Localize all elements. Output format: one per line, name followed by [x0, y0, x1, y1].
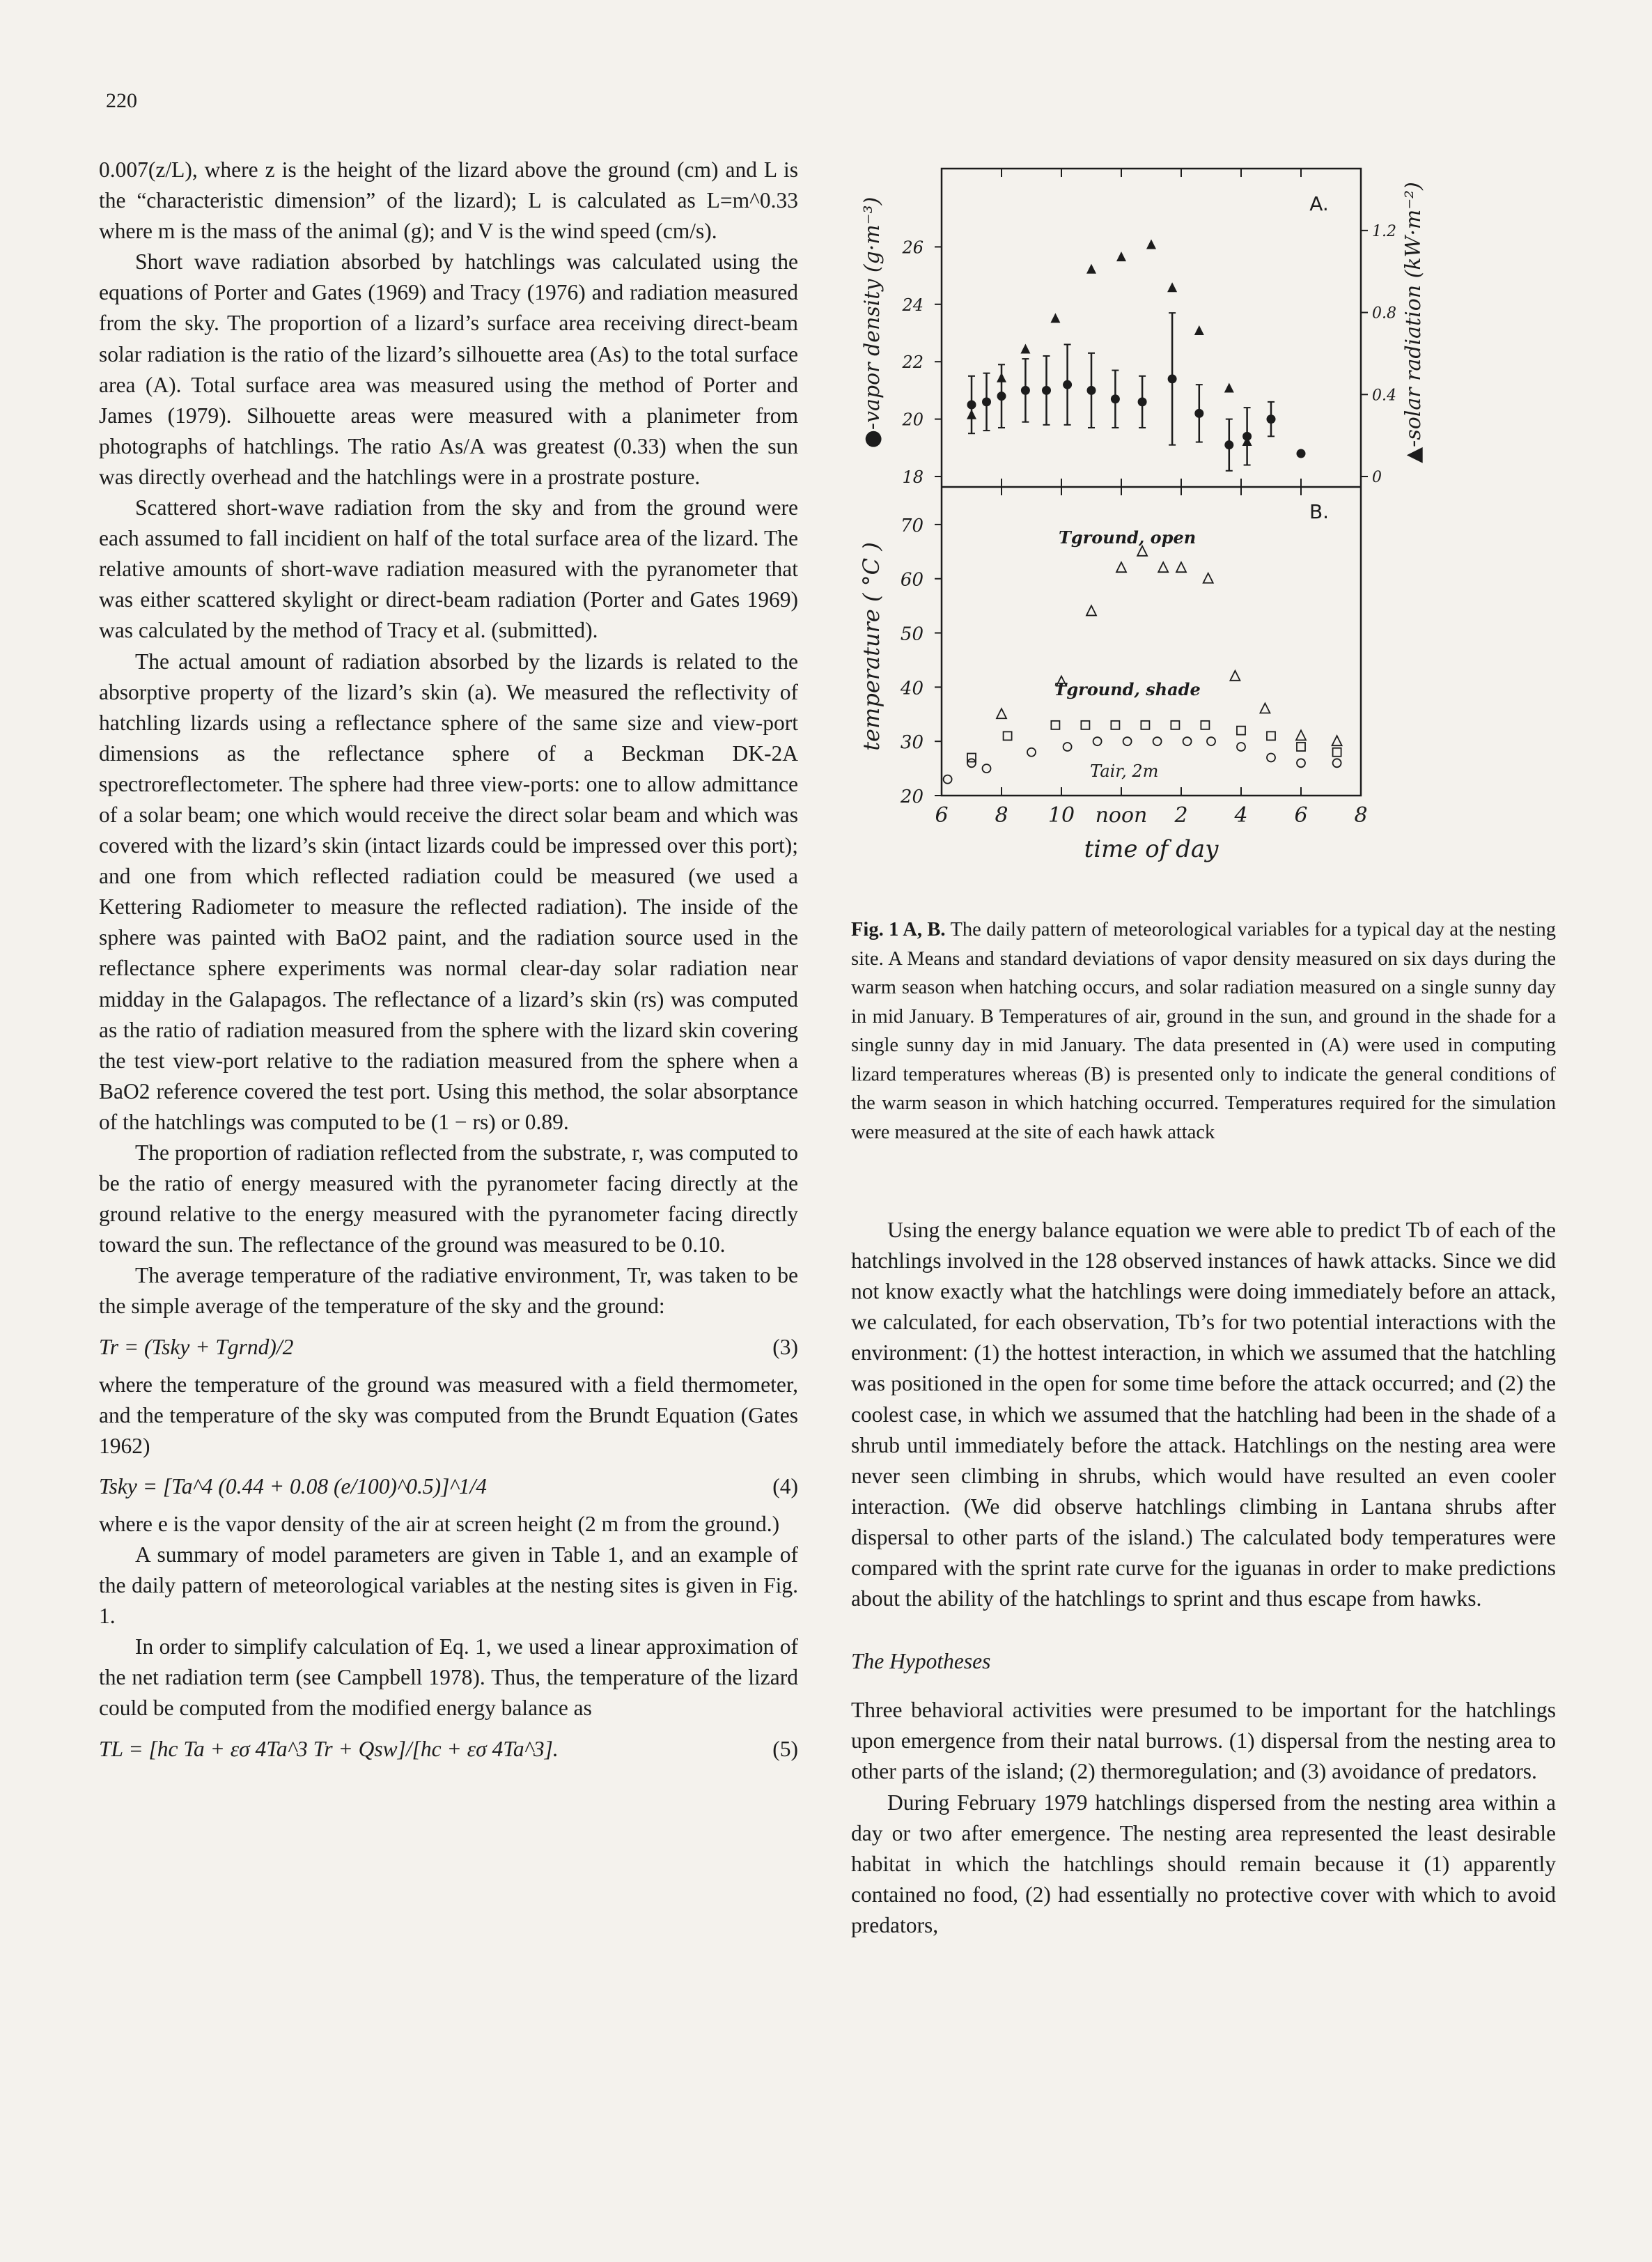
- air-temperature-point: [1183, 737, 1192, 745]
- x-tick-label: 4: [1234, 803, 1248, 828]
- y-left-tick-label: 22: [902, 353, 924, 373]
- paragraph-9: A summary of model parameters are given in Table 1, and an example of the daily pattern of meteorological variables at the nesting sites is given in Fig. 1.: [99, 1542, 798, 1629]
- ground-shade-point: [1111, 721, 1119, 729]
- solar-radiation-point: [1020, 344, 1030, 354]
- ground-open-point: [1116, 562, 1126, 572]
- annotation-ground-open: Tground, open: [1058, 527, 1197, 548]
- air-temperature-point: [1153, 737, 1162, 745]
- equation-3-number: (3): [772, 1334, 798, 1359]
- y-right-tick-label: 0.4: [1372, 387, 1396, 405]
- air-temperature-point: [1267, 754, 1275, 762]
- vapor-density-point: [1042, 386, 1051, 395]
- panel-a: [860, 182, 1426, 487]
- air-temperature-point: [1123, 737, 1132, 745]
- equation-4-text: Tsky = [Ta^4 (0.44 + 0.08 (e/100)^0.5)]^1/4: [99, 1473, 487, 1498]
- paragraph-8: where e is the vapor density of the air at screen height (2 m from the ground.): [99, 1511, 780, 1536]
- figure-caption-label: Fig. 1 A, B.: [851, 919, 946, 940]
- equation-4-number: (4): [772, 1473, 798, 1498]
- ground-open-point: [1296, 730, 1306, 740]
- y-left-tick-label: 24: [902, 295, 924, 315]
- vapor-density-point: [1224, 440, 1233, 449]
- annotation-air: Tair, 2m: [1090, 761, 1159, 781]
- solar-radiation-point: [967, 410, 976, 419]
- ground-open-point: [1230, 671, 1240, 681]
- x-tick-label: 8: [995, 803, 1008, 828]
- left-column: [99, 155, 798, 1772]
- figure-1-chart: [851, 155, 1556, 907]
- solar-radiation-point: [1167, 282, 1177, 292]
- air-temperature-point: [1063, 743, 1072, 751]
- vapor-density-point: [982, 397, 991, 406]
- y-tick-label: 50: [900, 623, 924, 645]
- paragraph-right-2: Three behavioral activities were presumed to be important for the hatchlings upon emergence from their natal burrows. (1) dispersal from the nesting area to other parts of the island; (2) thermoregulation; and (3) avoidance of predators.: [851, 1698, 1556, 1784]
- y-right-tick-label: 0.8: [1372, 304, 1396, 323]
- ground-open-point: [1203, 573, 1213, 583]
- paragraph-7: where the temperature of the ground was measured with a field thermometer, and the temperature of the sky was computed from the Brundt Equation (Gates 1962): [99, 1372, 798, 1458]
- ground-shade-point: [1333, 748, 1341, 757]
- vapor-density-point: [1297, 449, 1306, 458]
- figure-1: [851, 155, 1556, 907]
- ground-shade-point: [1141, 721, 1149, 729]
- solar-radiation-point: [1116, 251, 1126, 261]
- panel-b-label: B.: [1309, 500, 1330, 523]
- equation-4: [99, 1471, 798, 1502]
- ground-shade-point: [1051, 721, 1059, 729]
- x-tick-label: 10: [1047, 803, 1075, 828]
- y-tick-label: 40: [900, 678, 924, 699]
- solar-radiation-point: [1050, 313, 1060, 323]
- vapor-density-point: [1111, 394, 1120, 403]
- y-tick-label: 70: [900, 515, 924, 536]
- paragraph-10: In order to simplify calculation of Eq. 1, we used a linear approximation of the net radiation term (see Campbell 1978). Thus, the temperature of the lizard could be computed from the modified energy balance as: [99, 1634, 798, 1721]
- panel-a-label: A.: [1309, 192, 1329, 215]
- ground-shade-point: [1004, 731, 1012, 740]
- x-tick-label: noon: [1095, 803, 1148, 828]
- ground-open-point: [1332, 736, 1342, 745]
- paragraph-6: The average temperature of the radiative environment, Tr, was taken to be the simple average of the temperature of the sky and the ground:: [99, 1263, 798, 1319]
- y-tick-label: 60: [900, 569, 924, 591]
- annotation-ground-shade: Tground, shade: [1054, 679, 1201, 700]
- y-right-axis-title: ▲-solar radiation (kW·m⁻²): [1401, 182, 1426, 463]
- ground-shade-point: [1171, 721, 1179, 729]
- y-tick-label: 20: [900, 787, 924, 807]
- equation-3: [99, 1332, 798, 1363]
- plot-frame: [942, 169, 1361, 796]
- air-temperature-point: [1237, 743, 1245, 751]
- air-temperature-point: [967, 759, 976, 767]
- equation-3-text: Tr = (Tsky + Tgrnd)/2: [99, 1334, 294, 1359]
- y-right-tick-label: 0: [1372, 469, 1382, 486]
- figure-caption-text: The daily pattern of meteorological variables for a typical day at the nesting site. A Means and standard deviations of vapor density measured on six days during the warm season when hatching occurs, and solar radiation measured on a single sunny day in mid January. B Temperatures of air, ground in the sun, and ground in the shade for a single sunny day in mid January. The data presented in (A) were used in computing lizard temperatures whereas (B) is presented only to indicate the general conditions of the warm season in which hatching occurred. Temperatures required for the simulation were measured at the site of each hawk attack: [851, 919, 1556, 1143]
- y-left-axis-title: ●-vapor density (g·m⁻³): [860, 196, 885, 449]
- y-axis-title: temperature ( °C ): [858, 542, 885, 751]
- y-tick-label: 30: [900, 732, 924, 754]
- page-number: 220: [106, 89, 137, 112]
- right-column: [851, 155, 1556, 1941]
- solar-radiation-point: [1224, 382, 1234, 392]
- paragraph-4: The actual amount of radiation absorbed by the lizards is related to the absorptive property of the lizard’s skin (a). We measured the reflectivity of hatchling lizards using a reflectance sphere of the same size and view-port dimensions as the reflectance sphere of a Beckman DK-2A spectroreflectometer. The sphere had three view-ports: one to allow admittance of a solar beam; one which would receive the direct solar beam and which was covered with the lizard’s skin (intact lizards could be impressed over this port); and one from which reflected radiation could be measured (we used a Kettering Radiometer to measure the reflected radiation). The inside of the sphere was painted with BaO2 paint, and the radiation source used in the reflectance sphere experiments was normal clear-day solar radiation near midday in the Galapagos. The reflectance of a lizard’s skin (rs) was computed as the ratio of radiation measured from the sphere with the lizard skin covering the test view-port relative to the radiation measured from the sphere when a BaO2 reference covered the test port. Using this method, the solar absorptance of the hatchlings was computed to be (1 − rs) or 0.89.: [99, 649, 798, 1134]
- figure-caption: [851, 915, 1556, 1147]
- paragraph-right-3: During February 1979 hatchlings dispersed from the nesting area within a day or two after emergence. The nesting area represented the least desirable habitat in which the hatchlings should remain because it (1) apparently contained no food, (2) had essentially no protective cover with which to avoid predators,: [851, 1790, 1556, 1937]
- equation-5-text: TL = [hc Ta + εσ 4Ta^3 Tr + Qsw]/[hc + εσ 4Ta^3].: [99, 1736, 559, 1761]
- solar-radiation-point: [1086, 264, 1096, 274]
- paragraph-right-1: Using the energy balance equation we were able to predict Tb of each of the hatchlings involved in the 128 observed instances of hawk attacks. Since we did not know exactly what the hatchlings were doing immediately before an attack, we calculated, for each observation, Tb’s for two potential interactions with the environment: (1) the hottest interaction, in which we assumed that the hatchling was positioned in the open for some time before the attack occurred; and (2) the coolest case, in which we assumed that the hatchling had been in the shade of a shrub until immediately before the attack. Hatchlings on the nesting area were never seen climbing in shrubs, which would have resulted an even cooler interaction. (We did observe hatchlings climbing in Lantana shrubs after dispersal to other parts of the island.) The calculated body temperatures were compared with the sprint rate curve for the iguanas in order to make predictions about the ability of the hatchlings to sprint and thus escape from hawks.: [851, 1218, 1556, 1611]
- ground-open-point: [997, 708, 1006, 718]
- y-left-tick-label: 18: [902, 467, 924, 487]
- ground-shade-point: [1081, 721, 1089, 729]
- y-right-tick-label: 1.2: [1372, 222, 1396, 240]
- ground-shade-point: [1267, 731, 1275, 740]
- vapor-density-point: [1021, 386, 1030, 395]
- ground-open-point: [1260, 703, 1270, 713]
- vapor-density-point: [967, 401, 976, 410]
- y-left-tick-label: 20: [902, 410, 924, 430]
- equation-5-number: (5): [772, 1736, 798, 1761]
- ground-open-point: [1158, 562, 1168, 572]
- solar-radiation-point: [997, 373, 1006, 382]
- x-tick-label: 6: [935, 803, 949, 828]
- paragraph-1: 0.007(z/L), where z is the height of the lizard above the ground (cm) and L is the “characteristic dimension” of the lizard); L is calculated as L=m^0.33 where m is the mass of the animal (g); and V is the wind speed (cm/s).: [99, 157, 798, 244]
- vapor-density-point: [1168, 374, 1177, 383]
- ground-open-point: [1086, 605, 1096, 615]
- paragraph-3: Scattered short-wave radiation from the sky and from the ground were each assumed to fall incidient on half of the total surface area of the lizard. The relative amounts of short-wave radiation measured with the pyranometer that was either scattered skylight or direct-beam radiation (Porter and Gates 1969) was calculated by the method of Tracy et al. (submitted).: [99, 495, 798, 643]
- ground-shade-point: [1201, 721, 1209, 729]
- x-tick-label: 2: [1174, 803, 1188, 828]
- section-heading: The Hypotheses: [851, 1649, 991, 1674]
- vapor-density-point: [1063, 380, 1072, 389]
- air-temperature-point: [1027, 748, 1036, 757]
- ground-shade-point: [1297, 743, 1305, 751]
- solar-radiation-point: [1194, 325, 1204, 335]
- vapor-density-point: [997, 392, 1006, 401]
- equation-5: [99, 1734, 798, 1765]
- paragraph-2: Short wave radiation absorbed by hatchlings was calculated using the equations of Porter and Gates (1969) and Tracy (1976) and radiation measured from the sky. The proportion of a lizard’s surface area receiving direct-beam solar radiation is the ratio of the lizard’s silhouette area (As) to the total surface area (A). Total surface area was measured using the method of Porter and James (1979). Silhouette areas were measured with a planimeter from photographs of hatchlings. The ratio As/A was greatest (0.33) when the sun was directly overhead and the hatchlings were in a prostrate posture.: [99, 249, 798, 489]
- x-tick-label: 6: [1294, 803, 1308, 828]
- air-temperature-point: [944, 775, 952, 784]
- air-temperature-point: [1093, 737, 1102, 745]
- vapor-density-point: [1138, 397, 1147, 406]
- x-axis-label: time of day: [1084, 835, 1219, 863]
- vapor-density-point: [1087, 386, 1096, 395]
- x-tick-label: 8: [1354, 803, 1368, 828]
- panel-b: [858, 500, 1342, 807]
- air-temperature-point: [1207, 737, 1215, 745]
- air-temperature-point: [983, 764, 991, 773]
- paragraph-5: The proportion of radiation reflected from the substrate, r, was computed to be the ratio of energy measured with the pyranometer facing directly at the ground relative to the energy measured with the pyranometer facing directly toward the sun. The reflectance of the ground was measured to be 0.10.: [99, 1140, 798, 1257]
- ground-shade-point: [1237, 727, 1245, 735]
- solar-radiation-point: [1146, 239, 1156, 249]
- air-temperature-point: [1297, 759, 1305, 767]
- vapor-density-point: [1267, 415, 1276, 424]
- ground-open-point: [1176, 562, 1186, 572]
- air-temperature-point: [1333, 759, 1341, 767]
- vapor-density-point: [1194, 409, 1203, 418]
- y-left-tick-label: 26: [902, 238, 924, 258]
